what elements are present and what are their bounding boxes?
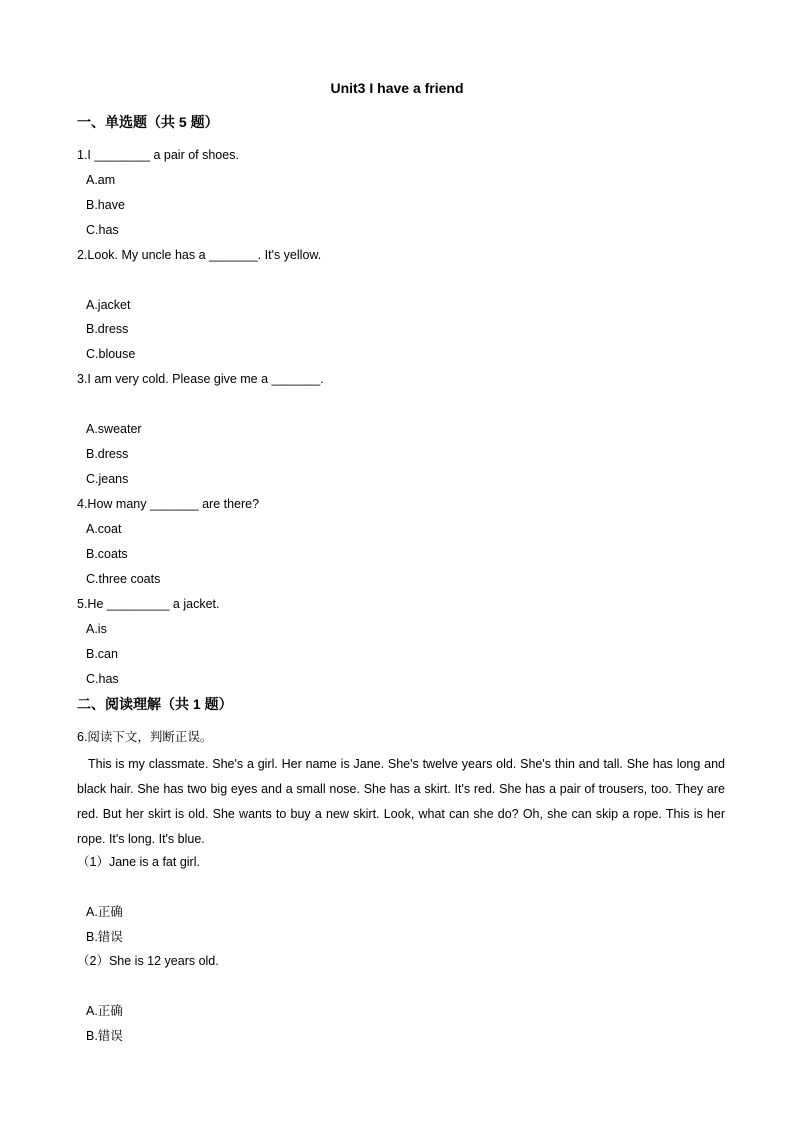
answer-option: B.dress [86,322,129,336]
answer-option: C.three coats [86,572,161,586]
page-title: Unit3 I have a friend [330,80,464,96]
answer-option: B.coats [86,547,128,561]
question-stem: 2.Look. My uncle has a _______. It's yellow. [77,248,322,262]
question-stem: 1.I ________ a pair of shoes. [77,148,239,162]
answer-option: A.正确 [86,905,123,919]
answer-option: B.错误 [86,930,123,944]
question-stem: 5.He _________ a jacket. [77,597,220,611]
question-stem: （1）Jane is a fat girl. [77,855,200,869]
answer-option: C.blouse [86,347,136,361]
answer-option: A.am [86,173,116,187]
reading-instruction: 6.阅读下文，判断正误。 [77,730,213,744]
section-heading-reading: 二、阅读理解（共 1 题） [77,696,233,712]
answer-option: A.jacket [86,298,131,312]
answer-option: C.jeans [86,472,129,486]
question-stem: （2）She is 12 years old. [77,954,219,968]
answer-option: C.has [86,672,119,686]
answer-option: A.coat [86,522,122,536]
answer-option: A.sweater [86,422,142,436]
answer-option: B.can [86,647,118,661]
answer-option: B.dress [86,447,129,461]
answer-option: A.is [86,622,107,636]
answer-option: A.正确 [86,1004,123,1018]
question-stem: 3.I am very cold. Please give me a _______. [77,372,324,386]
answer-option: C.has [86,223,119,237]
section-heading-single-choice: 一、单选题（共 5 题） [77,114,219,130]
reading-passage: This is my classmate. She's a girl. Her name is Jane. She's twelve years old. She's thin and tall. She has long and black hair. She has two big eyes and a small nose. She has a skirt. It's red. She has a pair of trousers, too. They are red. But her skirt is old. She wants to buy a new skirt. Look, what can she do? Oh, she can skip a rope. This is her rope. It's long. It's blue. [77,757,725,846]
question-stem: 4.How many _______ are there? [77,497,260,511]
answer-option: B.错误 [86,1029,123,1043]
answer-option: B.have [86,198,125,212]
